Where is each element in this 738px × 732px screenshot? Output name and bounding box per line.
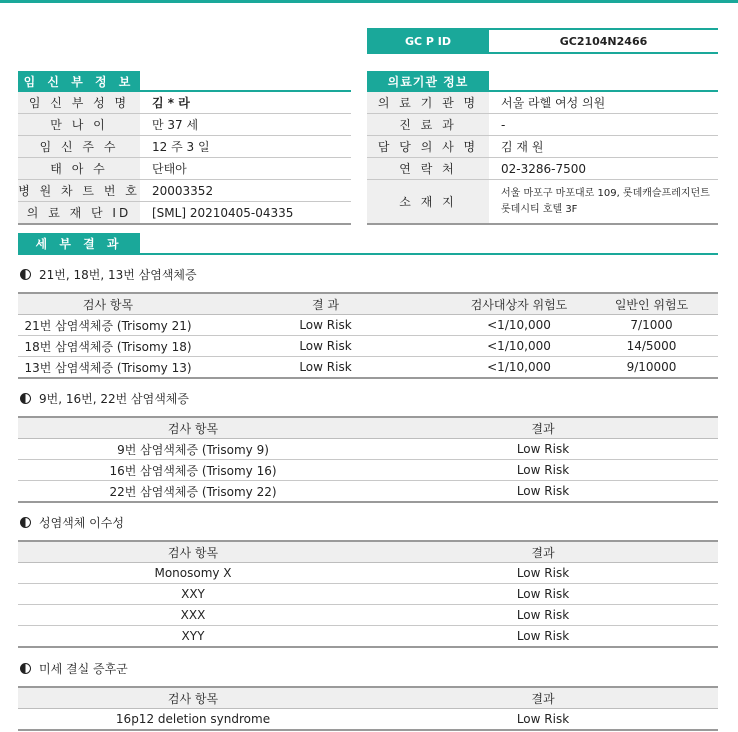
column-header: 검사 항목 [18, 293, 198, 315]
detail-results-header: 세 부 결 과 [18, 233, 140, 253]
section-title-text: 9번, 16번, 22번 삼염색체증 [39, 392, 189, 406]
table-row [18, 709, 718, 731]
detail-results-line [18, 253, 718, 255]
patient-value: 20003352 [140, 180, 351, 202]
table-row [18, 460, 718, 481]
table-cell: Low Risk [368, 709, 718, 731]
column-header: 검사 항목 [18, 417, 368, 439]
gcp-id-label: GC P ID [367, 30, 489, 52]
patient-key: 병 원 차 트 번 호 [18, 180, 140, 202]
table-cell: XXX [18, 605, 368, 626]
microdeletion-table [18, 686, 718, 731]
section-title-text: 미세 결실 증후군 [39, 662, 128, 676]
column-header: 검사 항목 [18, 541, 368, 563]
section-title [20, 514, 124, 531]
column-header: 일반인 위험도 [585, 293, 718, 315]
clinic-key: 진 료 과 [367, 114, 489, 136]
table-cell: 22번 삼염색체증 (Trisomy 22) [18, 481, 368, 503]
table-cell: 9/10000 [585, 357, 718, 379]
clinic-value: 서울 라헬 여성 의원 [489, 92, 718, 114]
clinic-row [367, 180, 718, 225]
column-header: 검사 항목 [18, 687, 368, 709]
table-row [18, 315, 718, 336]
half-circle-icon [20, 663, 31, 674]
patient-info-header: 임 신 부 정 보 [18, 71, 140, 91]
table-cell: Low Risk [368, 439, 718, 460]
table-cell: 13번 삼염색체증 (Trisomy 13) [18, 357, 198, 379]
patient-row [18, 158, 351, 180]
clinic-value: 02-3286-7500 [489, 158, 718, 180]
table-cell: Low Risk [368, 584, 718, 605]
clinic-key: 연 락 처 [367, 158, 489, 180]
table-cell: <1/10,000 [453, 315, 585, 336]
table-cell: Monosomy X [18, 563, 368, 584]
table-cell: Low Risk [368, 481, 718, 503]
clinic-info-table [367, 92, 718, 225]
table-cell: Low Risk [368, 605, 718, 626]
clinic-row [367, 158, 718, 180]
table-cell: Low Risk [198, 315, 453, 336]
column-header: 결과 [368, 417, 718, 439]
patient-row [18, 92, 351, 114]
table-cell: 16번 삼염색체증 (Trisomy 16) [18, 460, 368, 481]
trisomy-21-18-13-table [18, 292, 718, 379]
table-header-row [18, 687, 718, 709]
clinic-value: - [489, 114, 718, 136]
table-cell: 16p12 deletion syndrome [18, 709, 368, 731]
section-title [20, 390, 189, 407]
clinic-key: 소 재 지 [367, 180, 489, 225]
clinic-value: 김 재 원 [489, 136, 718, 158]
patient-key: 임 신 주 수 [18, 136, 140, 158]
table-row [18, 357, 718, 379]
table-cell: Low Risk [198, 357, 453, 379]
column-header: 결과 [368, 541, 718, 563]
patient-info-table [18, 92, 351, 225]
patient-value: 12 주 3 일 [140, 136, 351, 158]
table-row [18, 605, 718, 626]
gcp-id-box [367, 28, 718, 54]
table-cell: XXY [18, 584, 368, 605]
clinic-row [367, 136, 718, 158]
table-row [18, 439, 718, 460]
half-circle-icon [20, 517, 31, 528]
table-header-row [18, 417, 718, 439]
clinic-key: 의 료 기 관 명 [367, 92, 489, 114]
patient-value: 김 * 라 [140, 92, 351, 114]
gcp-id-value: GC2104N2466 [559, 34, 648, 48]
table-cell: <1/10,000 [453, 357, 585, 379]
table-row [18, 481, 718, 503]
table-cell: Low Risk [368, 626, 718, 648]
patient-value: 단태아 [140, 158, 351, 180]
patient-value: [SML] 20210405-04335 [140, 202, 351, 225]
column-header: 결 과 [198, 293, 453, 315]
patient-key: 의 료 재 단 ID [18, 202, 140, 225]
table-cell: Low Risk [368, 563, 718, 584]
section-title [20, 266, 197, 283]
clinic-info-header: 의료기관 정보 [367, 71, 489, 91]
table-cell: 18번 삼염색체증 (Trisomy 18) [18, 336, 198, 357]
table-cell: Low Risk [198, 336, 453, 357]
trisomy-9-16-22-table [18, 416, 718, 503]
table-row [18, 336, 718, 357]
clinic-value: 서울 마포구 마포대로 109, 롯데캐슬프레지던트 롯데시티 호텔 3F [489, 180, 718, 225]
clinic-row [367, 114, 718, 136]
patient-row [18, 136, 351, 158]
table-cell: 14/5000 [585, 336, 718, 357]
top-accent-bar [0, 0, 738, 3]
patient-key: 임 신 부 성 명 [18, 92, 140, 114]
half-circle-icon [20, 269, 31, 280]
section-title-text: 성염색체 이수성 [39, 516, 124, 530]
table-cell: Low Risk [368, 460, 718, 481]
patient-row [18, 114, 351, 136]
section-title [20, 660, 128, 677]
section-title-text: 21번, 18번, 13번 삼염색체증 [39, 268, 197, 282]
table-cell: 7/1000 [585, 315, 718, 336]
table-cell: <1/10,000 [453, 336, 585, 357]
patient-value: 만 37 세 [140, 114, 351, 136]
patient-key: 만 나 이 [18, 114, 140, 136]
table-row [18, 563, 718, 584]
sex-chromosome-table [18, 540, 718, 648]
table-cell: 9번 삼염색체증 (Trisomy 9) [18, 439, 368, 460]
column-header: 검사대상자 위험도 [453, 293, 585, 315]
patient-row [18, 202, 351, 225]
table-header-row [18, 541, 718, 563]
table-row [18, 584, 718, 605]
table-header-row [18, 293, 718, 315]
column-header: 결과 [368, 687, 718, 709]
half-circle-icon [20, 393, 31, 404]
table-cell: 21번 삼염색체증 (Trisomy 21) [18, 315, 198, 336]
table-row [18, 626, 718, 648]
clinic-row [367, 92, 718, 114]
patient-row [18, 180, 351, 202]
patient-key: 태 아 수 [18, 158, 140, 180]
clinic-key: 담 당 의 사 명 [367, 136, 489, 158]
table-cell: XYY [18, 626, 368, 648]
